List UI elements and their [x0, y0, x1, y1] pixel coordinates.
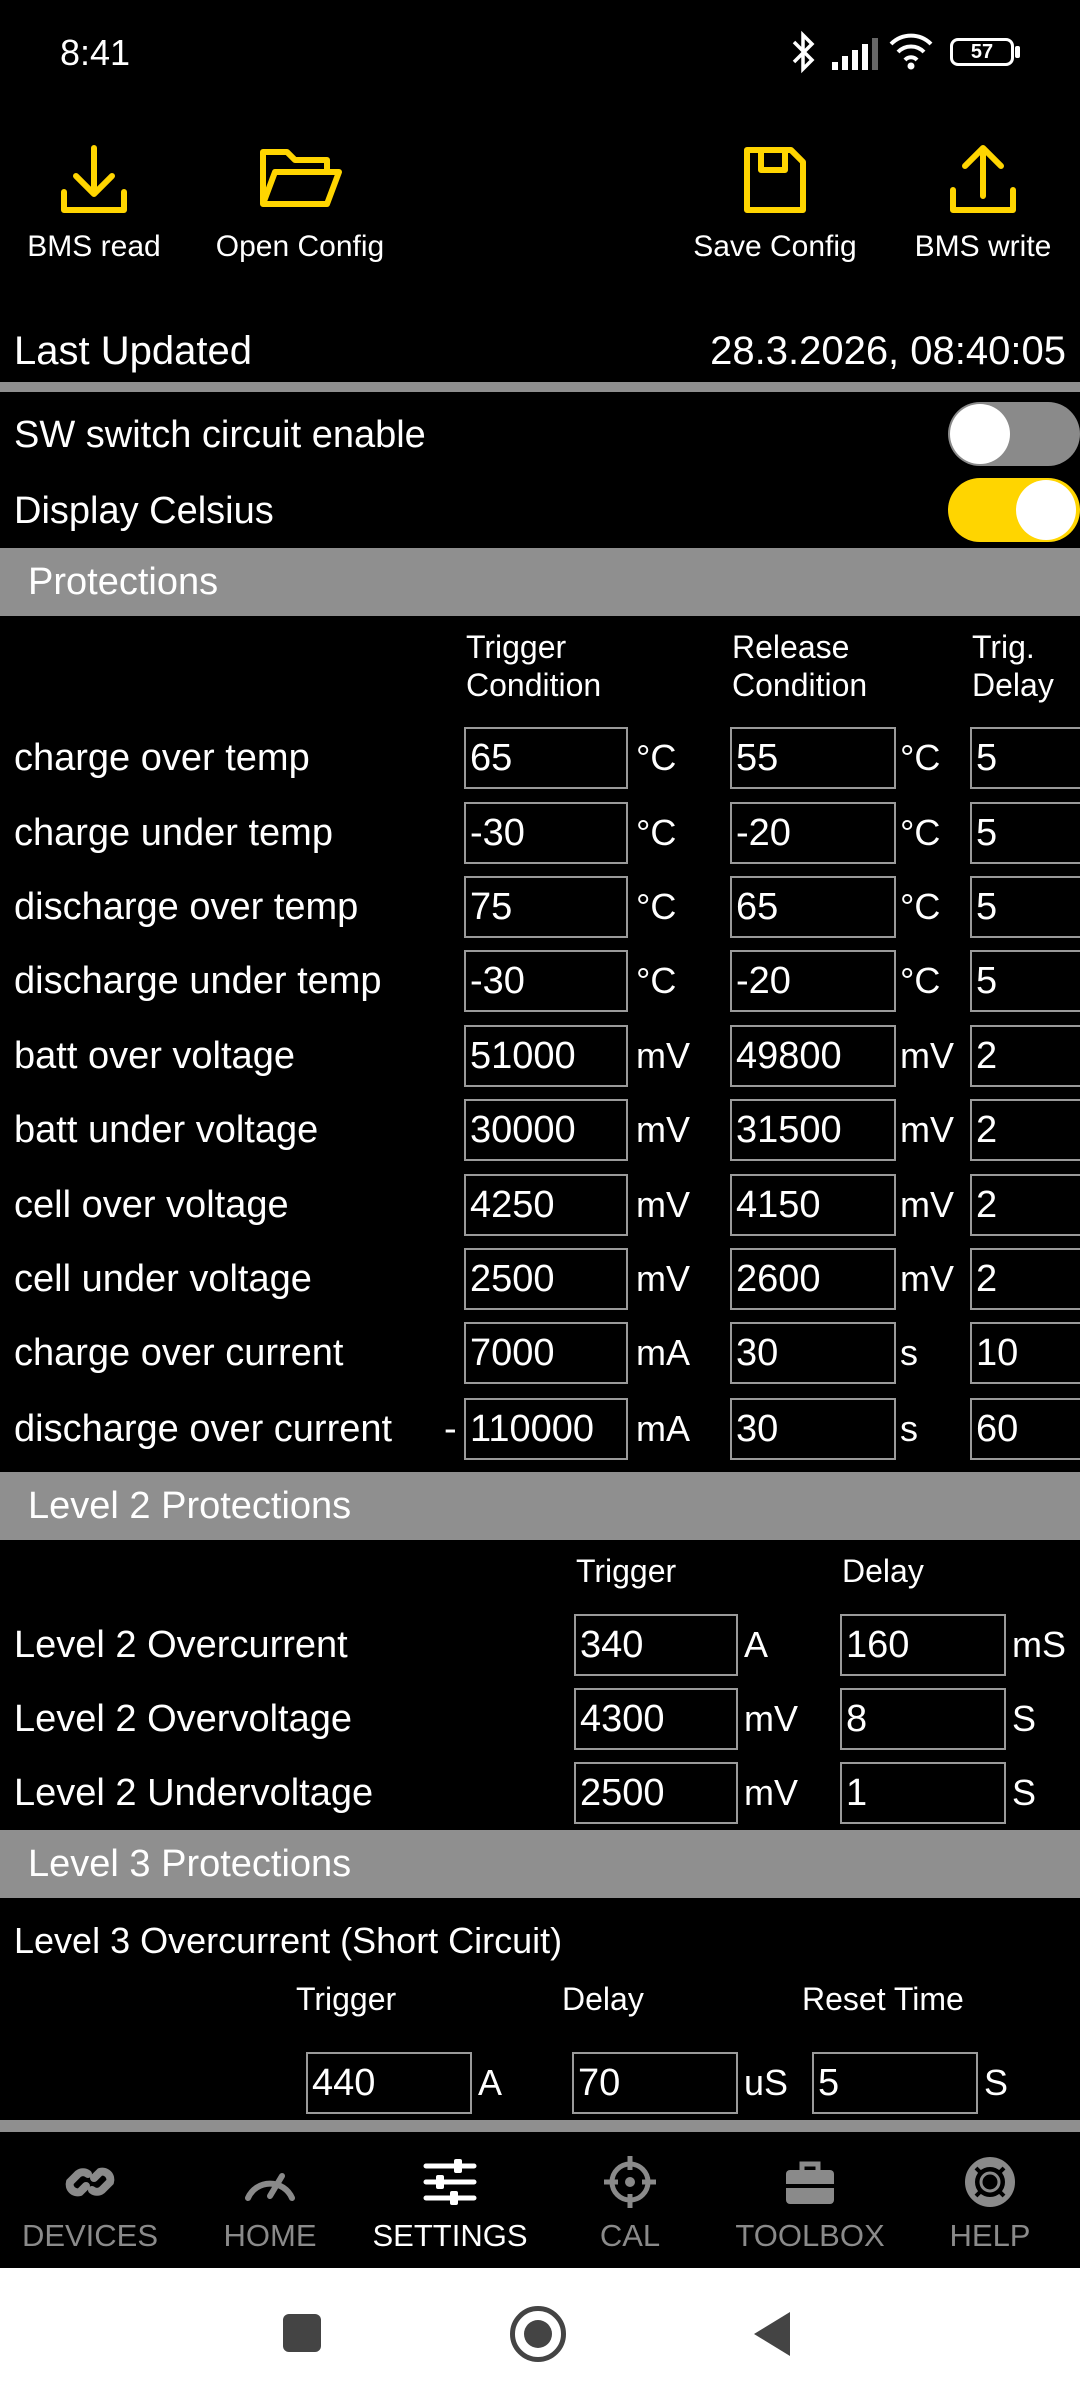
trigger-input[interactable] — [464, 1322, 628, 1384]
level2-header — [0, 1472, 1080, 1540]
trigger-unit: mV — [636, 1184, 690, 1225]
protection-label: discharge under temp — [14, 960, 382, 1002]
release-header-2: Condition — [732, 667, 868, 703]
level3-delay-input[interactable] — [572, 2052, 738, 2114]
trigger-unit: °C — [636, 812, 677, 853]
trigger-input[interactable] — [464, 1398, 628, 1460]
download-icon — [54, 140, 134, 220]
trigger-input[interactable] — [464, 727, 628, 789]
release-header-1: Release — [732, 629, 850, 665]
nav-devices[interactable] — [0, 2152, 180, 2254]
delay-input[interactable] — [970, 1025, 1080, 1087]
last-updated-value: 28.3.2026, 08:40:05 — [710, 329, 1066, 373]
upload-icon — [943, 140, 1023, 220]
trigger-unit: °C — [636, 960, 677, 1001]
level3-reset-unit: S — [984, 2062, 1009, 2103]
trigger-input[interactable] — [464, 1099, 628, 1161]
bms-read-label: BMS read — [27, 230, 161, 263]
level3-delay-header: Delay — [562, 1981, 644, 2017]
protection-label: discharge over temp — [14, 886, 359, 928]
battery-level: 57 — [970, 41, 994, 63]
folder-open-icon — [255, 140, 345, 220]
toggle-knob — [950, 404, 1010, 464]
release-input[interactable] — [730, 1322, 896, 1384]
open-config-button[interactable] — [200, 140, 400, 264]
delay-input[interactable] — [970, 1398, 1080, 1460]
nav-label: CAL — [599, 2218, 661, 2253]
level2-trigger-unit: mV — [744, 1698, 798, 1739]
nav-label: HELP — [949, 2218, 1031, 2253]
trigger-header-1: Trigger — [466, 629, 567, 665]
protections-title: Protections — [28, 561, 219, 603]
protection-label: batt under voltage — [14, 1109, 319, 1151]
level2-label: Level 2 Overvoltage — [14, 1698, 352, 1740]
bms-write-button[interactable] — [898, 140, 1068, 264]
protection-label: cell under voltage — [14, 1258, 312, 1300]
home-button[interactable] — [510, 2306, 566, 2362]
display-celsius-label: Display Celsius — [14, 490, 274, 532]
trigger-unit: mV — [636, 1035, 690, 1076]
display-celsius-toggle[interactable] — [948, 478, 1080, 542]
level3-title: Level 3 Protections — [28, 1843, 352, 1885]
nav-settings[interactable] — [360, 2152, 540, 2254]
last-updated-label: Last Updated — [14, 329, 252, 373]
status-time: 8:41 — [60, 32, 131, 73]
nav-cal[interactable] — [540, 2152, 720, 2254]
release-unit: mV — [900, 1035, 954, 1076]
release-input[interactable] — [730, 802, 896, 864]
link-icon — [0, 2152, 180, 2212]
delay-input[interactable] — [970, 1322, 1080, 1384]
trigger-unit: °C — [636, 886, 677, 927]
toolbox-icon — [720, 2152, 900, 2212]
status-bar — [0, 0, 1080, 100]
back-triangle-icon — [752, 2310, 792, 2358]
release-input[interactable] — [730, 1099, 896, 1161]
bms-write-label: BMS write — [914, 230, 1052, 263]
level2-delay-input[interactable] — [840, 1614, 1006, 1676]
signal-icon — [830, 36, 878, 75]
sw-switch-label: SW switch circuit enable — [14, 414, 426, 456]
nav-home[interactable] — [180, 2152, 360, 2254]
level2-delay-input[interactable] — [840, 1762, 1006, 1824]
protection-label: discharge over current — [14, 1408, 393, 1450]
level3-header — [0, 1830, 1080, 1898]
lifebuoy-icon — [900, 2152, 1080, 2212]
bms-read-button[interactable] — [14, 140, 174, 264]
nav-label: HOME — [223, 2218, 317, 2253]
level2-trigger-input[interactable] — [574, 1762, 738, 1824]
delay-input[interactable] — [970, 876, 1080, 938]
level2-delay-unit: S — [1012, 1772, 1037, 1813]
minus-indicator: - — [444, 1408, 457, 1450]
nav-help[interactable] — [900, 2152, 1080, 2254]
delay-input[interactable] — [970, 1174, 1080, 1236]
nav-label: DEVICES — [21, 2218, 159, 2253]
release-unit: °C — [900, 812, 941, 853]
recents-button[interactable] — [283, 2314, 321, 2352]
release-unit: s — [900, 1332, 918, 1373]
release-unit: °C — [900, 886, 941, 927]
protection-label: charge over current — [14, 1332, 344, 1374]
battery-tip — [1015, 46, 1020, 58]
trigger-input[interactable] — [464, 1025, 628, 1087]
level2-delay-header: Delay — [842, 1553, 924, 1589]
nav-toolbox[interactable] — [720, 2152, 900, 2254]
level3-trigger-header: Trigger — [296, 1981, 397, 2017]
level2-title: Level 2 Protections — [28, 1485, 352, 1527]
back-button[interactable] — [752, 2310, 792, 2363]
save-config-label: Save Config — [693, 230, 857, 263]
sw-switch-toggle[interactable] — [948, 402, 1080, 466]
release-input[interactable] — [730, 1025, 896, 1087]
home-dot — [524, 2320, 552, 2348]
delay-input[interactable] — [970, 1248, 1080, 1310]
trigger-input[interactable] — [464, 1174, 628, 1236]
crosshair-icon — [540, 2152, 720, 2212]
release-unit: s — [900, 1408, 918, 1449]
trigger-unit: mA — [636, 1332, 690, 1373]
level3-subtitle: Level 3 Overcurrent (Short Circuit) — [14, 1920, 563, 1961]
sliders-icon — [360, 2152, 540, 2212]
protection-label: charge under temp — [14, 812, 333, 854]
delay-header-1: Trig. — [972, 629, 1035, 665]
level2-trigger-unit: mV — [744, 1772, 798, 1813]
level2-label: Level 2 Undervoltage — [14, 1772, 374, 1814]
level3-delay-unit: uS — [744, 2062, 789, 2103]
trigger-unit: mA — [636, 1408, 690, 1449]
floppy-disk-icon — [735, 140, 815, 220]
release-input[interactable] — [730, 950, 896, 1012]
scroll-divider — [0, 2120, 1080, 2132]
release-input[interactable] — [730, 1398, 896, 1460]
battery-icon — [950, 38, 1014, 66]
protection-label: cell over voltage — [14, 1184, 289, 1226]
level2-trigger-input[interactable] — [574, 1614, 738, 1676]
level2-trigger-input[interactable] — [574, 1688, 738, 1750]
level2-delay-unit: mS — [1012, 1624, 1066, 1665]
level2-trigger-header: Trigger — [576, 1553, 677, 1589]
protection-label: charge over temp — [14, 737, 310, 779]
delay-input[interactable] — [970, 950, 1080, 1012]
level3-trigger-input[interactable] — [306, 2052, 472, 2114]
delay-header-2: Delay — [972, 667, 1054, 703]
toggle-knob — [1016, 480, 1076, 540]
system-nav-bar — [0, 2268, 1080, 2400]
trigger-input[interactable] — [464, 802, 628, 864]
trigger-unit: mV — [636, 1109, 690, 1150]
level3-trigger-unit: A — [478, 2062, 503, 2103]
wifi-icon — [888, 32, 934, 75]
trigger-unit: mV — [636, 1258, 690, 1299]
release-input[interactable] — [730, 1174, 896, 1236]
level2-delay-input[interactable] — [840, 1688, 1006, 1750]
release-input[interactable] — [730, 727, 896, 789]
delay-input[interactable] — [970, 802, 1080, 864]
trigger-input[interactable] — [464, 1248, 628, 1310]
level3-reset-input[interactable] — [812, 2052, 978, 2114]
trigger-input[interactable] — [464, 876, 628, 938]
save-config-button[interactable] — [680, 140, 870, 264]
release-unit: mV — [900, 1109, 954, 1150]
nav-label: SETTINGS — [372, 2218, 528, 2253]
trigger-unit: °C — [636, 737, 677, 778]
nav-label: TOOLBOX — [735, 2218, 885, 2253]
bluetooth-icon — [788, 30, 818, 79]
release-unit: mV — [900, 1258, 954, 1299]
release-input[interactable] — [730, 876, 896, 938]
release-unit: °C — [900, 737, 941, 778]
level2-label: Level 2 Overcurrent — [14, 1624, 348, 1666]
protections-header — [0, 548, 1080, 616]
trigger-input[interactable] — [464, 950, 628, 1012]
delay-input[interactable] — [970, 1099, 1080, 1161]
level3-reset-header: Reset Time — [802, 1981, 964, 2017]
trigger-header-2: Condition — [466, 667, 602, 703]
gauge-icon — [180, 2152, 360, 2212]
delay-input[interactable] — [970, 727, 1080, 789]
open-config-label: Open Config — [215, 230, 385, 263]
divider — [0, 382, 1080, 392]
level2-delay-unit: S — [1012, 1698, 1037, 1739]
protection-label: batt over voltage — [14, 1035, 295, 1077]
level2-trigger-unit: A — [744, 1624, 769, 1665]
release-unit: °C — [900, 960, 941, 1001]
release-unit: mV — [900, 1184, 954, 1225]
release-input[interactable] — [730, 1248, 896, 1310]
